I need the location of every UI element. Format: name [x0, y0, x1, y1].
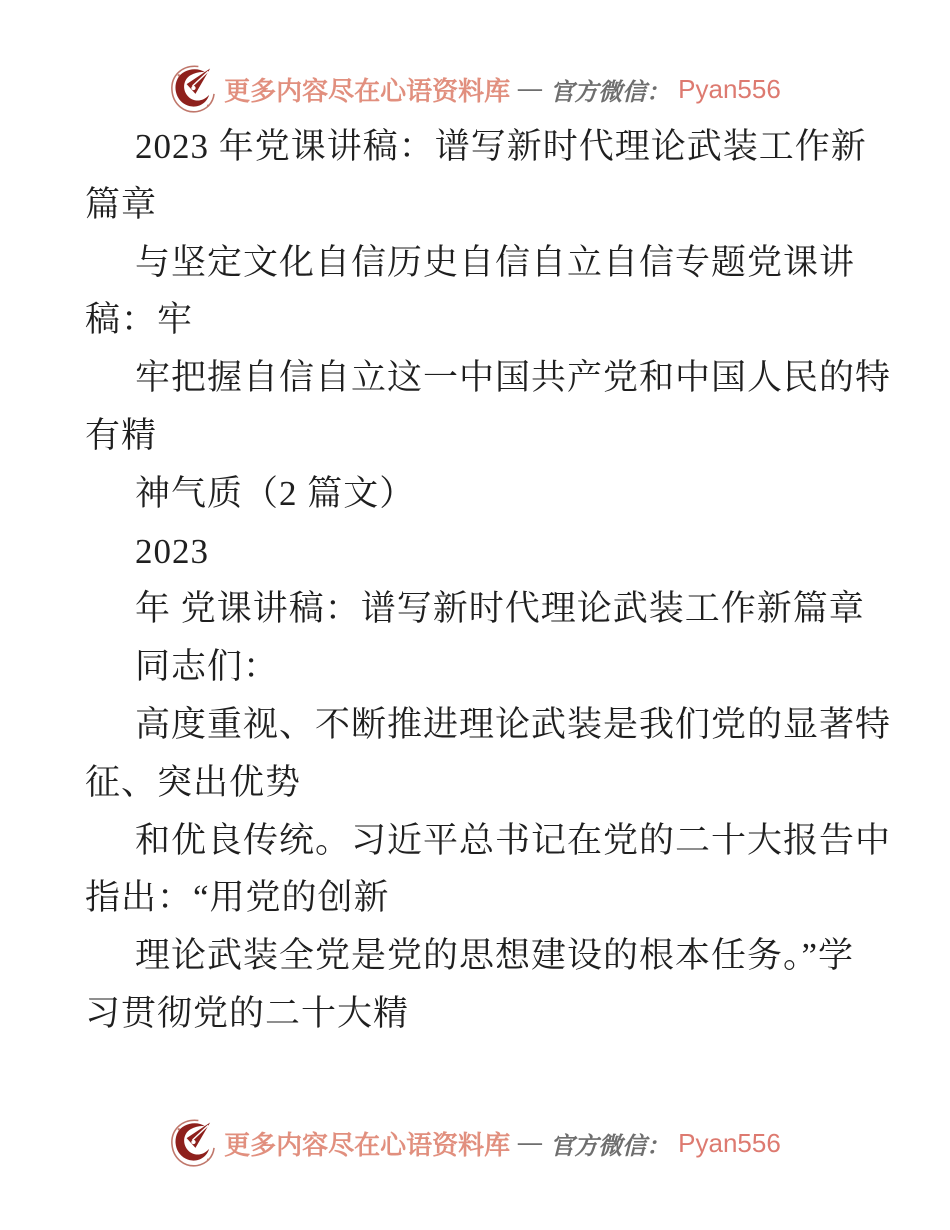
pen-nib-logo-icon: [169, 63, 216, 115]
text-line: 牢把握自信自立这一中国共产党和中国人民的特: [135, 358, 892, 398]
document-lines: [85, 118, 892, 1043]
footer-watermark: [0, 1114, 950, 1172]
text-line: 和优良传统。习近平总书记在党的二十大报告中: [135, 820, 892, 860]
text-line: 神气质（2 篇文）: [135, 473, 416, 513]
text-line: 篇章: [85, 184, 158, 224]
text-line: 理论武装全党是党的思想建设的根本任务。”学: [135, 936, 855, 976]
text-line: 2023 年党课讲稿：谱写新时代理论武装工作新: [135, 127, 867, 166]
text-line: 与坚定文化自信历史自信自立自信专题党课讲: [135, 242, 856, 282]
watermark-wechat-label: 官方微信：: [550, 1133, 671, 1160]
text-line: 稿：牢: [85, 300, 194, 340]
watermark-wechat-label: 官方微信：: [550, 79, 671, 106]
text-line: 高度重视、不断推进理论武装是我们党的显著特: [135, 704, 892, 744]
watermark-wechat-id: Pyan556: [678, 1127, 781, 1158]
text-line: 有精: [85, 415, 158, 455]
watermark-separator: —: [518, 1129, 543, 1156]
text-line: 年 党课讲稿：谱写新时代理论武装工作新篇章: [135, 589, 865, 629]
text-line: 习贯彻党的二十大精: [85, 993, 410, 1033]
watermark-brand-text: 更多内容尽在心语资料库: [224, 1130, 511, 1160]
watermark-brand-text: 更多内容尽在心语资料库: [224, 76, 511, 106]
text-line: 指出：“用党的创新: [85, 878, 390, 918]
text-line: 征、突出优势: [85, 762, 302, 802]
header-watermark: [0, 60, 950, 118]
pen-nib-logo-icon: [169, 1117, 216, 1169]
document-body: [85, 118, 892, 1043]
text-line: 同志们：: [135, 647, 280, 687]
watermark-wechat-id: Pyan556: [678, 73, 781, 104]
watermark-separator: —: [518, 75, 543, 102]
text-line: 2023: [135, 531, 209, 571]
